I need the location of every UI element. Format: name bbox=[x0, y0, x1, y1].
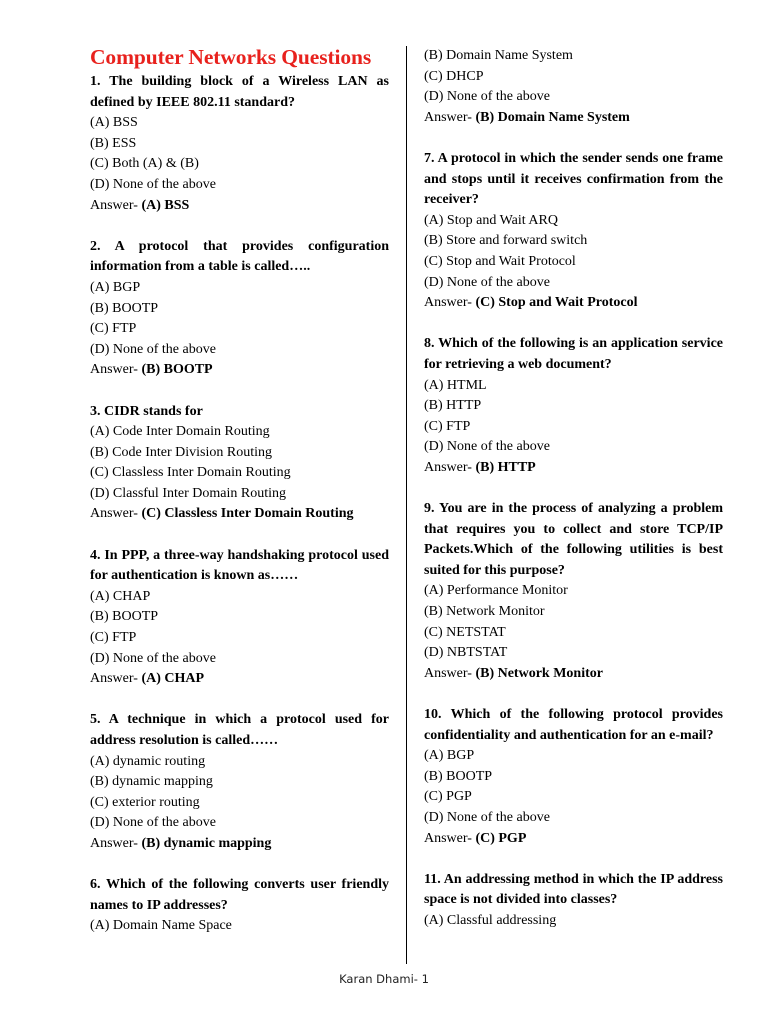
answer-option: (C) PGP bbox=[424, 789, 472, 805]
answer-label: Answer- bbox=[90, 197, 138, 213]
answer-option: (B) Store and forward switch bbox=[424, 233, 588, 249]
question-block bbox=[90, 72, 389, 216]
answer-value: (C) PGP bbox=[475, 830, 527, 846]
question-block bbox=[424, 149, 723, 314]
answer-value: (A) CHAP bbox=[141, 671, 205, 687]
answer-value: (B) dynamic mapping bbox=[141, 835, 272, 851]
question-text: 1. The building block of a Wireless LAN as defined by IEEE 802.11 standard? bbox=[90, 74, 389, 110]
answer-option: (D) Classful Inter Domain Routing bbox=[90, 485, 286, 501]
answer-line bbox=[90, 834, 389, 855]
answer-label: Answer- bbox=[90, 835, 138, 851]
page-title: Computer Networks Questions bbox=[90, 45, 372, 69]
answer-value: (B) BOOTP bbox=[141, 362, 213, 378]
question-block bbox=[424, 499, 723, 684]
answer-line bbox=[90, 360, 389, 381]
answer-label: Answer- bbox=[90, 506, 138, 522]
answer-line bbox=[90, 669, 389, 690]
question-text: 3. CIDR stands for bbox=[90, 403, 203, 419]
answer-line bbox=[424, 829, 723, 850]
answer-option: (A) Classful addressing bbox=[424, 912, 557, 928]
answer-value: (B) Domain Name System bbox=[475, 109, 630, 125]
question-text: 11. An addressing method in which the IP address space is not divided into classes? bbox=[424, 871, 723, 908]
question-text: 7. A protocol in which the sender sends one frame and stops until it receives confirmation from the receiver? bbox=[424, 150, 723, 208]
answer-option: (C) FTP bbox=[90, 630, 137, 646]
answer-option: (D) None of the above bbox=[424, 439, 550, 455]
question-text: 5. A technique in which a protocol used for address resolution is called…… bbox=[90, 712, 389, 748]
answer-option: (A) dynamic routing bbox=[90, 753, 206, 769]
answer-option: (A) Performance Monitor bbox=[424, 583, 568, 599]
answer-option: (B) Code Inter Division Routing bbox=[90, 444, 272, 460]
column-divider bbox=[406, 46, 407, 964]
answer-line bbox=[424, 458, 723, 479]
question-block bbox=[90, 875, 389, 937]
question-block bbox=[424, 46, 723, 128]
answer-option: (B) BOOTP bbox=[424, 768, 493, 784]
answer-line bbox=[424, 108, 723, 129]
answer-option: (C) DHCP bbox=[424, 68, 484, 84]
question-text: 4. In PPP, a three-way handshaking protocol used for authentication is known as…… bbox=[90, 547, 389, 584]
question-text: 9. You are in the process of analyzing a problem that requires you to collect and store TCP/IP Packets.Which of the following utilities is best suited for this purpose? bbox=[424, 501, 723, 578]
answer-option: (C) exterior routing bbox=[90, 794, 200, 810]
answer-value: (A) BSS bbox=[141, 197, 190, 213]
answer-option: (B) BOOTP bbox=[90, 300, 159, 316]
question-block bbox=[90, 710, 389, 854]
answer-label: Answer- bbox=[424, 295, 472, 311]
answer-option: (B) HTTP bbox=[424, 398, 482, 414]
answer-option: (C) Stop and Wait Protocol bbox=[424, 253, 576, 269]
answer-label: Answer- bbox=[424, 830, 472, 846]
question-block bbox=[90, 402, 389, 526]
answer-option: (D) None of the above bbox=[424, 89, 550, 105]
answer-value: (B) HTTP bbox=[475, 459, 536, 475]
answer-line bbox=[424, 664, 723, 685]
answer-option: (B) Network Monitor bbox=[424, 604, 545, 620]
answer-option: (C) FTP bbox=[424, 418, 471, 434]
answer-label: Answer- bbox=[90, 671, 138, 687]
answer-label: Answer- bbox=[424, 109, 472, 125]
answer-option: (C) Classless Inter Domain Routing bbox=[90, 465, 291, 481]
answer-label: Answer- bbox=[90, 362, 138, 378]
answer-option: (D) None of the above bbox=[424, 274, 550, 290]
answer-option: (B) Domain Name System bbox=[424, 48, 573, 63]
answer-option: (A) BGP bbox=[424, 748, 475, 764]
question-text: 6. Which of the following converts user friendly names to IP addresses? bbox=[90, 877, 389, 913]
page-footer: Karan Dhami- 1 bbox=[339, 972, 429, 986]
answer-option: (C) NETSTAT bbox=[424, 624, 506, 640]
answer-value: (B) Network Monitor bbox=[475, 665, 603, 681]
answer-option: (A) BSS bbox=[90, 115, 138, 131]
answer-option: (A) HTML bbox=[424, 377, 487, 393]
answer-value: (C) Classless Inter Domain Routing bbox=[141, 506, 354, 522]
question-block bbox=[90, 237, 389, 381]
question-block bbox=[424, 705, 723, 849]
answer-label: Answer- bbox=[424, 459, 472, 475]
question-block bbox=[424, 870, 723, 932]
answer-option: (C) FTP bbox=[90, 321, 137, 337]
question-text: 10. Which of the following protocol provides confidentiality and authentication for an e-mail? bbox=[424, 707, 723, 743]
answer-option: (B) dynamic mapping bbox=[90, 774, 213, 790]
answer-option: (B) BOOTP bbox=[90, 609, 159, 625]
answer-line bbox=[90, 196, 389, 217]
question-block bbox=[90, 546, 389, 690]
answer-option: (A) Domain Name Space bbox=[90, 918, 232, 934]
answer-option: (D) NBTSTAT bbox=[424, 645, 508, 661]
answer-option: (A) Stop and Wait ARQ bbox=[424, 212, 558, 228]
answer-option: (A) BGP bbox=[90, 279, 141, 295]
answer-value: (C) Stop and Wait Protocol bbox=[475, 295, 638, 311]
answer-option: (D) None of the above bbox=[90, 176, 216, 192]
question-text: 2. A protocol that provides configuration information from a table is called….. bbox=[90, 238, 389, 275]
answer-option: (C) Both (A) & (B) bbox=[90, 156, 199, 172]
answer-option: (A) CHAP bbox=[90, 588, 151, 604]
answer-option: (D) None of the above bbox=[90, 650, 216, 666]
answer-label: Answer- bbox=[424, 665, 472, 681]
question-text: 8. Which of the following is an application service for retrieving a web document? bbox=[424, 336, 723, 372]
answer-line bbox=[90, 504, 389, 525]
right-column bbox=[424, 46, 723, 932]
answer-option: (A) Code Inter Domain Routing bbox=[90, 424, 270, 440]
answer-option: (B) ESS bbox=[90, 135, 137, 151]
question-block bbox=[424, 334, 723, 478]
answer-option: (D) None of the above bbox=[90, 815, 216, 831]
answer-option: (D) None of the above bbox=[90, 341, 216, 357]
answer-line bbox=[424, 293, 723, 314]
answer-option: (D) None of the above bbox=[424, 809, 550, 825]
left-column bbox=[90, 44, 389, 937]
